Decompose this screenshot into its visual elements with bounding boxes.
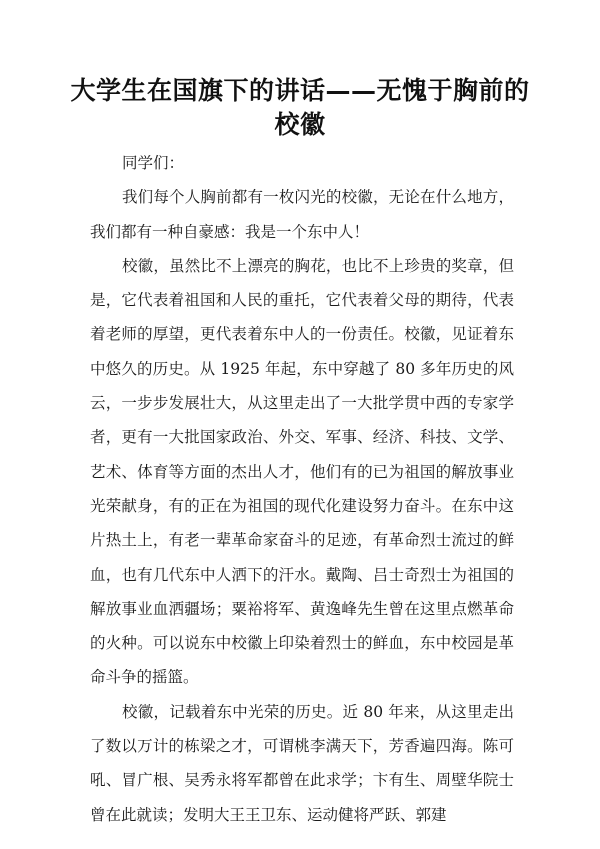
greeting: 同学们：	[122, 154, 185, 172]
page-title: 大学生在国旗下的讲话——无愧于胸前的校徽	[70, 76, 530, 139]
paragraph: 校徽，虽然比不上漂亮的胸花，也比不上珍贵的奖章，但是，它代表着祖国和人民的重托，它代表着父母的期待，代表着老师的厚望，更代表着东中人的一份责任。校徽，见证着东中悠久的历史。从 1925 年起，东中穿越了 80 多年历史的风云，一步步发展壮大，从这里走出了一大批学贯中西的专家学者，更有一大批国家政治、外交、军事、经济、科技、文学、艺术、体育等方面的杰出人才，他们有的已为祖国的解放事业光荣献身，有的正在为祖国的现代化建设努力奋斗。在东中这片热土上，有老一辈革命家奋斗的足迹，有革命烈士流过的鲜血，也有几代东中人洒下的汗水。戴陶、吕士奇烈士为祖国的解放事业血洒疆场；粟裕将军、黄逸峰先生曾在这里点燃革命的火种。可以说东中校徽上印染着烈士的鲜血，东中校园是革命斗争的摇篮。	[90, 256, 514, 687]
paragraph: 我们每个人胸前都有一枚闪光的校徽，无论在什么地方，我们都有一种自豪感：我是一个东中人！	[90, 188, 514, 241]
document-body	[90, 146, 514, 832]
paragraph: 校徽，记载着东中光荣的历史。近 80 年来，从这里走出了数以万计的栋梁之才，可谓桃李满天下，芳香遍四海。陈可吼、冒广根、吴秀永将军都曾在此求学；卞有生、周壁华院士曾在此就读；发明大王王卫东、运动健将严跃、郭建	[90, 702, 514, 824]
